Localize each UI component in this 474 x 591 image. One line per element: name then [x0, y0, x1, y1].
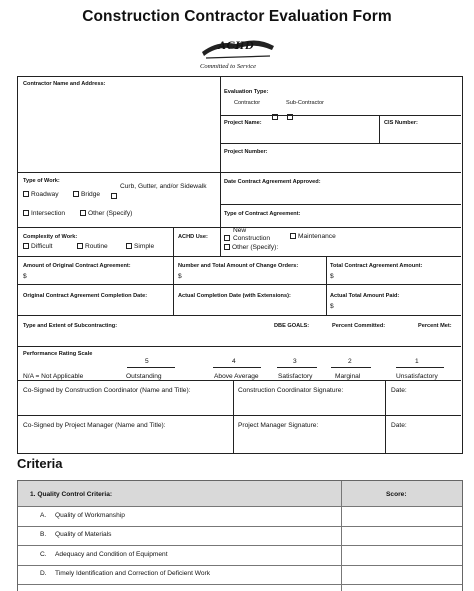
project-number-label: Project Number:: [224, 149, 268, 155]
score-input[interactable]: [342, 546, 462, 564]
complexity-simple-option[interactable]: Simple: [126, 243, 154, 251]
coordinator-date-label: Date:: [391, 387, 407, 394]
rating-score: 1: [415, 358, 419, 365]
percent-met-label: Percent Met:: [418, 323, 452, 329]
eval-contractor-label: Contractor: [234, 100, 261, 106]
logo-text: ACHD: [218, 38, 255, 52]
original-amount-label: Amount of Original Contract Agreement:: [23, 263, 131, 269]
manager-date-label: Date:: [391, 422, 407, 429]
rating-label: Satisfactory: [278, 373, 313, 380]
cosigned-manager-label: Co-Signed by Project Manager (Name and Title):: [23, 422, 166, 429]
original-amount-dollar: $: [23, 273, 27, 280]
work-roadway-option[interactable]: Roadway: [23, 191, 59, 199]
subcontracting-label: Type and Extent of Subcontracting:: [23, 323, 118, 329]
rating-score: 2: [348, 358, 352, 365]
change-orders-dollar: $: [178, 273, 182, 280]
evaluation-type-label: Evaluation Type:: [224, 89, 269, 95]
type-of-work-label: Type of Work:: [23, 178, 60, 184]
coordinator-signature-label: Construction Coordinator Signature:: [238, 387, 344, 394]
eval-subcontractor-checkbox[interactable]: [287, 108, 295, 126]
criteria-item-letter: D.: [40, 570, 47, 577]
work-curb-option[interactable]: Curb, Gutter, and/or Sidewalk: [111, 183, 211, 191]
actual-paid-dollar: $: [330, 303, 334, 310]
evaluation-form: [17, 76, 463, 454]
agreement-type-label: Type of Contract Agreement:: [224, 211, 301, 217]
cosigned-coordinator-label: Co-Signed by Construction Coordinator (Name and Title):: [23, 387, 191, 394]
form-title: Construction Contractor Evaluation Form: [82, 8, 392, 25]
dbe-goals-label: DBE GOALS:: [274, 323, 310, 329]
rating-score: 5: [145, 358, 149, 365]
quality-control-title: 1. Quality Control Criteria:: [30, 491, 113, 498]
use-new-construction-option[interactable]: New Construction: [224, 227, 284, 242]
eval-contractor-option[interactable]: [234, 100, 260, 106]
work-bridge-option[interactable]: Bridge: [73, 191, 100, 199]
criteria-item-letter: B.: [40, 531, 47, 538]
eval-subcontractor-label: Sub-Contractor: [286, 100, 324, 106]
criteria-item-text: Timely Identification and Correction of Deficient Work: [55, 570, 211, 577]
logo-tagline: Committed to Service: [200, 63, 256, 70]
score-input[interactable]: [342, 566, 462, 583]
actual-completion-label: Actual Completion Date (with Extensions):: [178, 293, 291, 299]
project-name-label: Project Name:: [224, 120, 262, 126]
rating-score: 4: [232, 358, 236, 365]
achd-use-label: ACHD Use:: [178, 234, 208, 240]
criteria-item-text: Adequacy and Condition of Equipment: [55, 551, 168, 558]
criteria-item-text: Quality of Materials: [55, 531, 112, 538]
na-label: N/A = Not Applicable: [23, 373, 84, 380]
original-completion-label: Original Contract Agreement Completion Date:: [23, 293, 148, 299]
cis-number-label: CIS Number:: [384, 120, 418, 126]
work-intersection-option[interactable]: Intersection: [23, 210, 65, 218]
change-orders-label: Number and Total Amount of Change Orders:: [178, 263, 299, 269]
total-amount-dollar: $: [330, 273, 334, 280]
rating-label: Marginal: [335, 373, 361, 380]
score-input[interactable]: [342, 507, 462, 525]
complexity-label: Complexity of Work:: [23, 234, 78, 240]
eval-contractor-checkbox[interactable]: [272, 108, 280, 126]
rating-score: 3: [293, 358, 297, 365]
criteria-item-letter: C.: [40, 551, 47, 558]
criteria-table: [17, 480, 463, 591]
score-input[interactable]: [342, 527, 462, 544]
total-amount-label: Total Contract Agreement Amount:: [330, 263, 423, 269]
rating-label: Outstanding: [126, 373, 162, 380]
work-other-option[interactable]: Other (Specify): [80, 210, 132, 218]
use-other-option[interactable]: Other (Specify):: [224, 244, 278, 252]
rating-label: Unsatisfactory: [396, 373, 438, 380]
rating-scale-label: Performance Rating Scale: [23, 351, 93, 357]
use-maintenance-option[interactable]: Maintenance: [290, 233, 336, 241]
eval-subcontractor-option[interactable]: [286, 100, 324, 106]
date-approved-label: Date Contract Agreement Approved:: [224, 179, 321, 185]
actual-paid-label: Actual Total Amount Paid:: [330, 293, 400, 299]
score-header: Score:: [386, 491, 407, 498]
complexity-routine-option[interactable]: Routine: [77, 243, 108, 251]
contractor-name-label: Contractor Name and Address:: [23, 81, 106, 87]
criteria-item-text: Quality of Workmanship: [55, 512, 125, 519]
manager-signature-label: Project Manager Signature:: [238, 422, 319, 429]
criteria-heading: Criteria: [17, 456, 63, 471]
criteria-item-letter: A.: [40, 512, 47, 519]
complexity-difficult-option[interactable]: Difficult: [23, 243, 53, 251]
rating-label: Above Average: [214, 373, 259, 380]
percent-committed-label: Percent Committed:: [332, 323, 386, 329]
